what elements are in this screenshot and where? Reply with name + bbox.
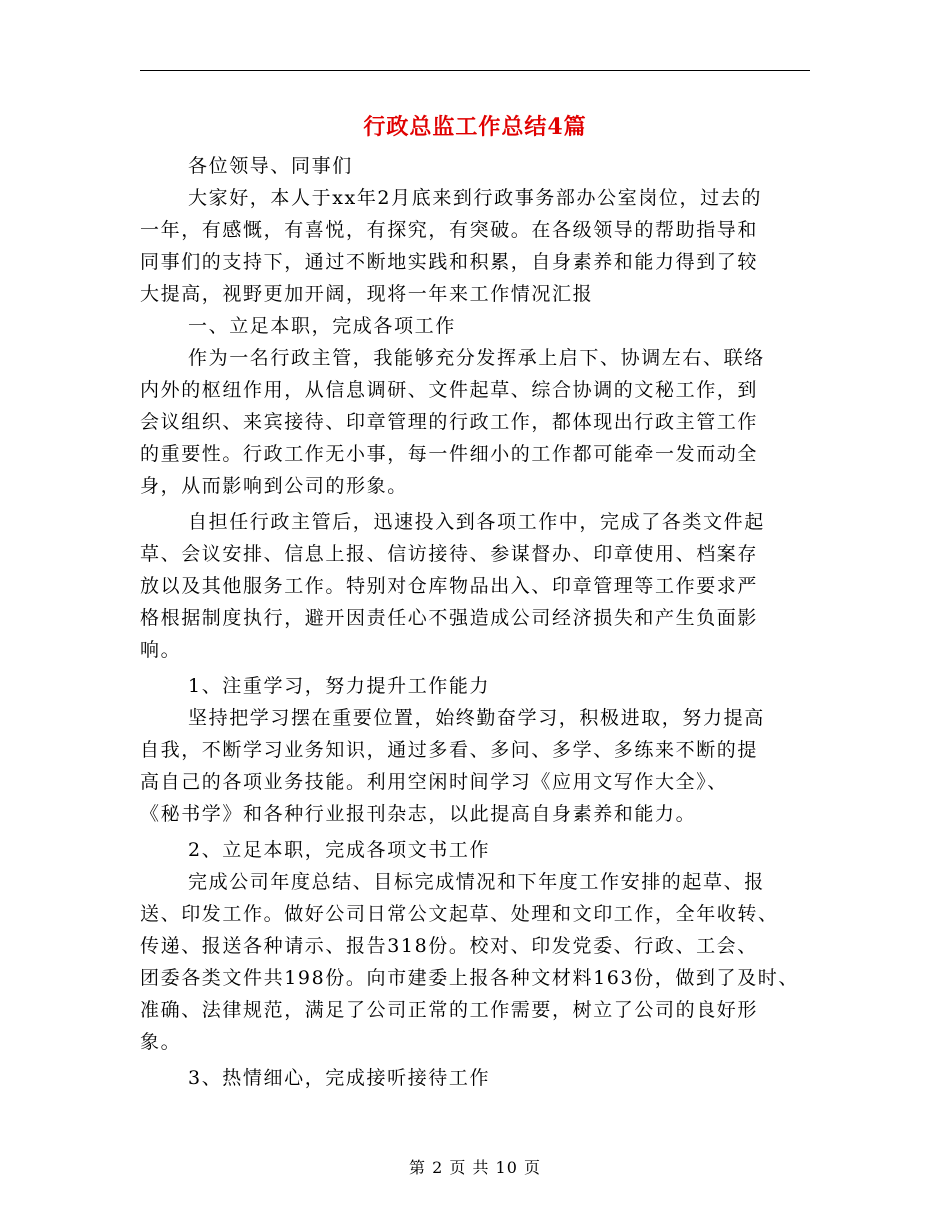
- text-line: 作为一名行政主管，我能够充分发挥承上启下、协调左右、联络: [188, 347, 765, 369]
- text-line: 送、印发工作。做好公司日常公文起草、处理和文印工作，全年收转、: [140, 903, 779, 925]
- text-line: 同事们的支持下，通过不断地实践和积累，自身素养和能力得到了较: [140, 251, 759, 273]
- text-line: 内外的枢纽作用，从信息调研、文件起草、综合协调的文秘工作，到: [140, 379, 759, 401]
- text-line: 响。: [140, 639, 182, 661]
- text-line: 大提高，视野更加开阔，现将一年来工作情况汇报: [140, 283, 594, 305]
- text-line: 各位领导、同事们: [188, 155, 353, 177]
- text-line: 坚持把学习摆在重要位置，始终勤奋学习，积极进取，努力提高: [188, 707, 765, 729]
- section-heading: 3、热情细心，完成接听接待工作: [188, 1067, 491, 1089]
- text-line: 象。: [140, 1031, 182, 1053]
- text-line: 的重要性。行政工作无小事，每一件细小的工作都可能牵一发而动全: [140, 443, 759, 465]
- page-number: 第 2 页 共 10 页: [409, 1158, 541, 1177]
- section-heading: 2、立足本职，完成各项文书工作: [188, 839, 491, 861]
- section-heading: 1、注重学习，努力提升工作能力: [188, 675, 491, 697]
- text-line: 大家好，本人于xx年2月底来到行政事务部办公室岗位，过去的: [188, 187, 762, 209]
- text-line: 《秘书学》和各种行业报刊杂志，以此提高自身素养和能力。: [140, 803, 697, 825]
- header-rule: [140, 70, 810, 71]
- text-line: 会议组织、来宾接待、印章管理的行政工作，都体现出行政主管工作: [140, 411, 759, 433]
- text-line: 身，从而影响到公司的形象。: [140, 475, 408, 497]
- text-line: 草、会议安排、信息上报、信访接待、参谋督办、印章使用、档案存: [140, 543, 759, 565]
- text-line: 传递、报送各种请示、报告318份。校对、印发党委、行政、工会、: [140, 935, 758, 957]
- text-line: 放以及其他服务工作。特别对仓库物品出入、印章管理等工作要求严: [140, 575, 759, 597]
- document-title: 行政总监工作总结4篇: [363, 114, 587, 140]
- text-line: 完成公司年度总结、目标完成情况和下年度工作安排的起草、报: [188, 871, 765, 893]
- text-line: 自担任行政主管后，迅速投入到各项工作中，完成了各类文件起: [188, 511, 765, 533]
- text-line: 高自己的各项业务技能。利用空闲时间学习《应用文写作大全》、: [140, 771, 728, 793]
- text-line: 格根据制度执行，避开因责任心不强造成公司经济损失和产生负面影: [140, 607, 759, 629]
- text-line: 一年，有感慨，有喜悦，有探究，有突破。在各级领导的帮助指导和: [140, 219, 759, 241]
- section-heading: 一、立足本职，完成各项工作: [188, 315, 456, 337]
- text-line: 自我，不断学习业务知识，通过多看、多问、多学、多练来不断的提: [140, 739, 759, 761]
- text-line: 团委各类文件共198份。向市建委上报各种文材料163份，做到了及时、: [140, 967, 799, 989]
- text-line: 准确、法律规范，满足了公司正常的工作需要，树立了公司的良好形: [140, 999, 759, 1021]
